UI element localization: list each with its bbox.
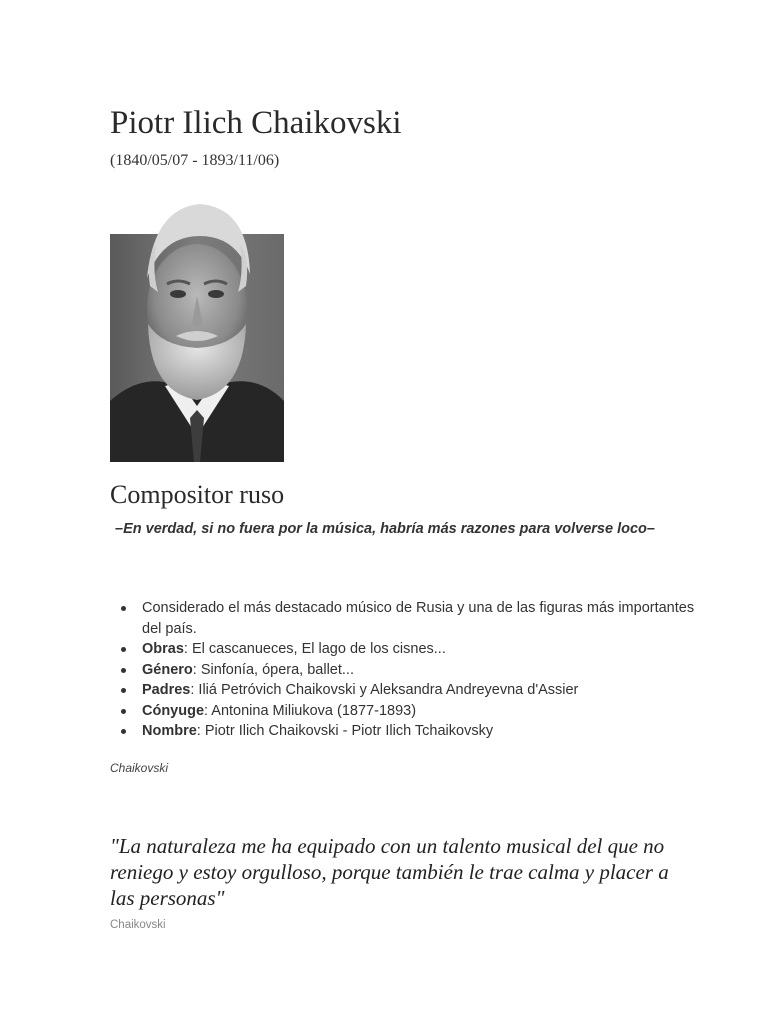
fact-label: Nombre: [142, 723, 197, 739]
list-item: [142, 701, 702, 722]
page-title: Piotr Ilich Chaikovski: [110, 105, 402, 141]
fact-text: : Antonina Miliukova (1877-1893): [204, 702, 417, 719]
life-dates: (1840/05/07 - 1893/11/06): [110, 152, 280, 169]
long-quote: "La naturaleza me ha equipado con un talento musical del que no reniego y estoy orgulloso, porque también le trae calma y placer a las personas": [110, 834, 669, 910]
list-item: [142, 721, 702, 742]
list-item: [142, 598, 702, 639]
fact-label: Cónyuge: [142, 702, 205, 719]
fact-text: : El cascanueces, El lago de los cisnes...: [183, 641, 446, 657]
list-item: [142, 680, 702, 701]
list-item: [142, 660, 702, 681]
fact-text: : Iliá Petróvich Chaikovski y Aleksandra Andreyevna d'Assier: [190, 682, 579, 698]
image-caption: Chaikovski: [110, 761, 169, 775]
list-item: [142, 639, 702, 660]
short-quote: –En verdad, si no fuera por la música, habría más razones para volverse loco–: [115, 521, 655, 537]
fact-text: : Sinfonía, ópera, ballet...: [192, 661, 354, 678]
subtitle: Compositor ruso: [110, 480, 285, 509]
fact-text: Considerado el más destacado músico de Rusia y una de las figuras más importantes del país.: [142, 600, 695, 637]
fact-label: Obras: [142, 641, 184, 657]
fact-label: Género: [142, 661, 193, 678]
portrait-photo: [110, 196, 284, 462]
quote-attribution: Chaikovski: [110, 919, 166, 931]
facts-list: [110, 598, 702, 742]
fact-text: : Piotr Ilich Chaikovski - Piotr Ilich Tchaikovsky: [196, 723, 494, 739]
fact-label: Padres: [142, 682, 191, 698]
